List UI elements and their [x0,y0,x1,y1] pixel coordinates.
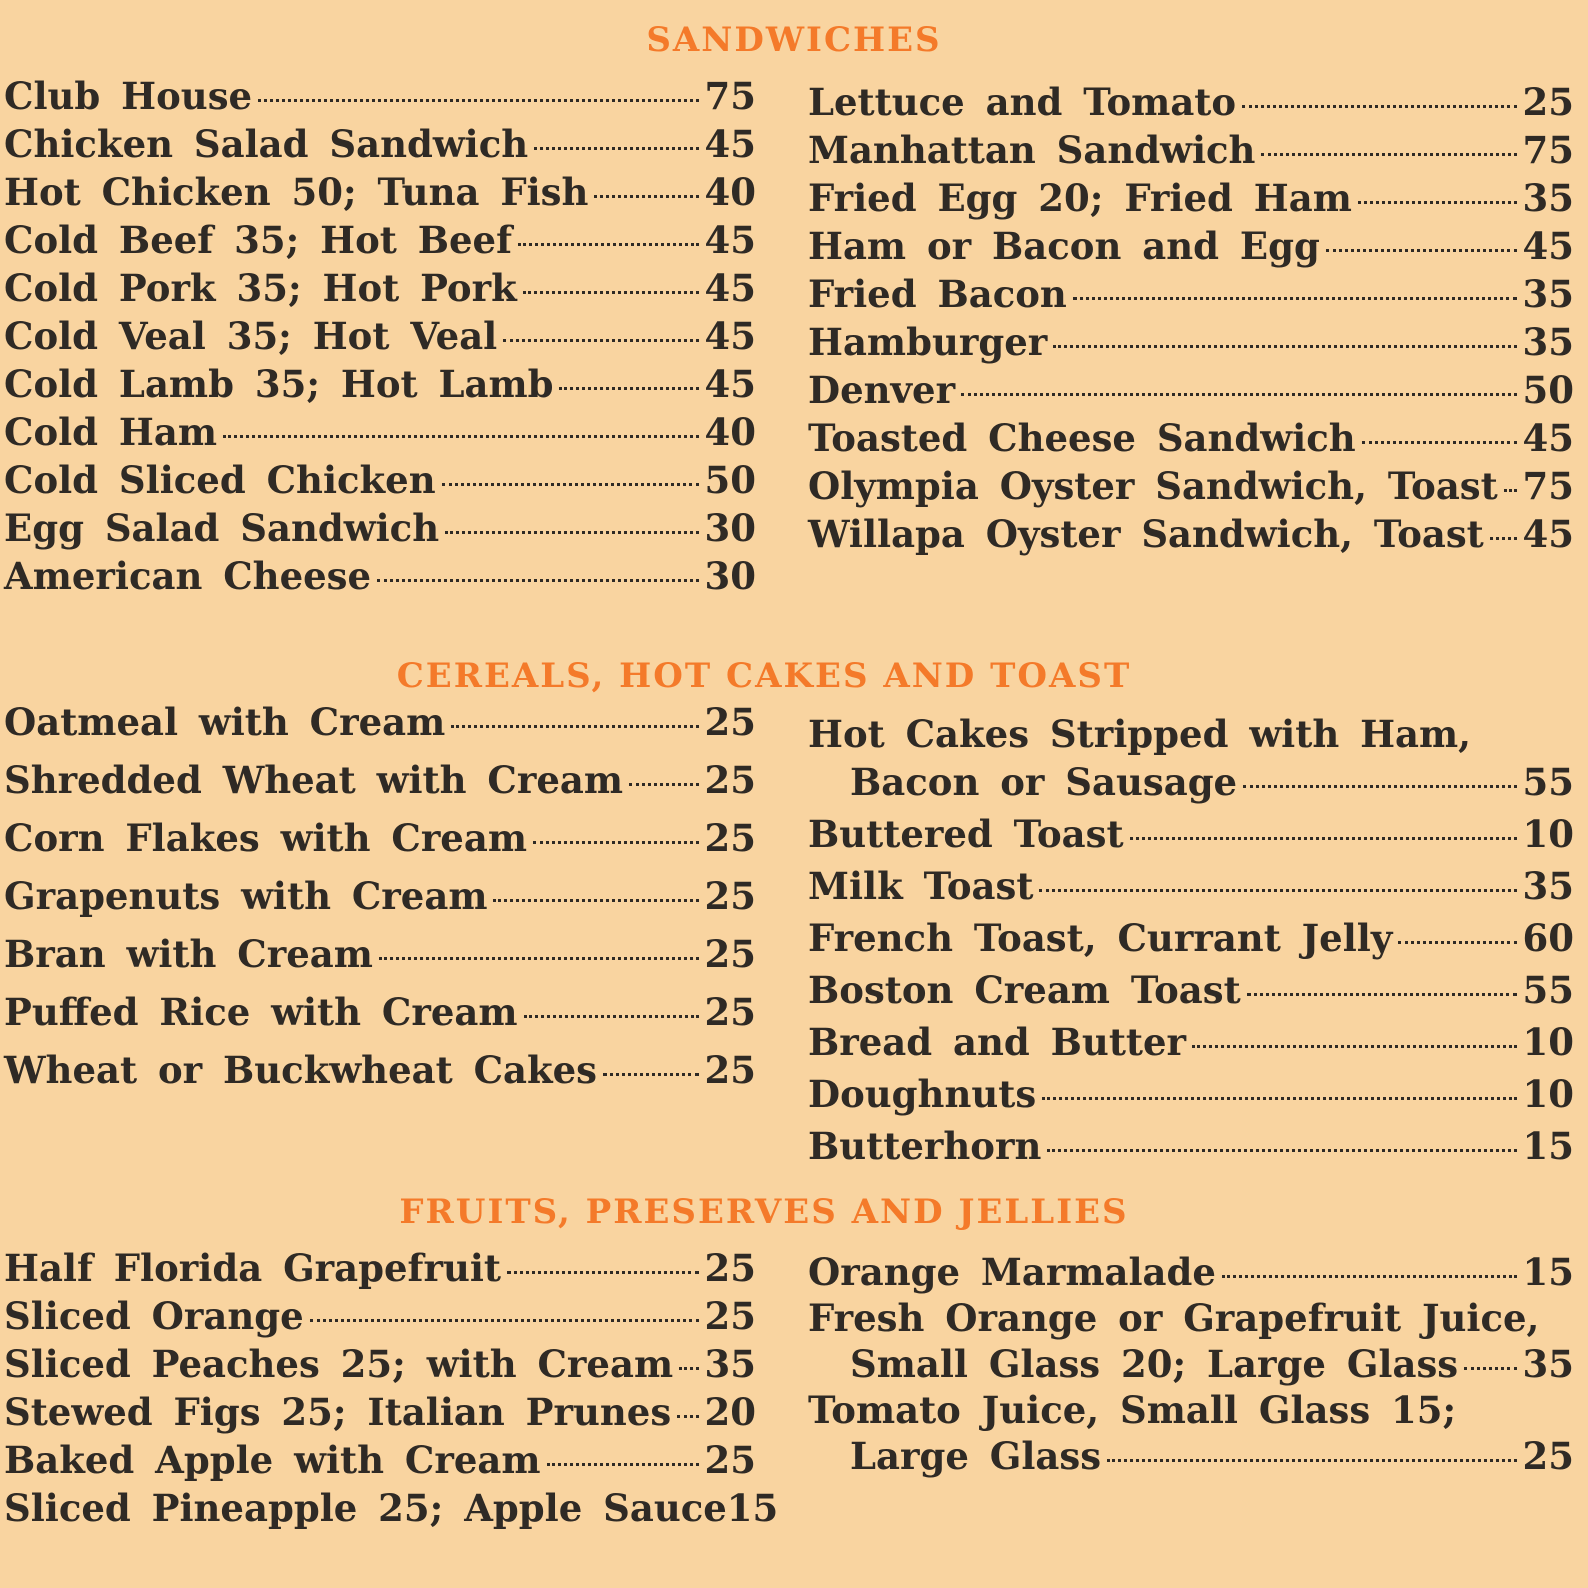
menu-item [4,693,756,751]
menu-item [4,408,756,456]
menu-item-price: 25 [704,874,756,918]
menu-item-name: Fresh Orange or Grapefruit Juice, [808,1296,1540,1340]
menu-item [4,867,756,925]
menu-item [4,925,756,983]
dot-leader [533,841,699,844]
menu-item-price: 50 [704,458,756,502]
menu-item-name: Butterhorn [808,1124,1042,1168]
dot-leader [534,147,698,150]
menu-item-price: 15 [726,1486,779,1530]
menu-item-name: Toasted Cheese Sandwich [808,416,1356,460]
menu-item [4,456,756,504]
menu-item-price: 25 [1522,1434,1574,1478]
menu-item [4,216,756,264]
dot-leader [445,531,698,534]
menu-item [4,72,756,120]
dot-leader [518,243,699,246]
dot-leader [1242,105,1516,108]
menu-item [808,964,1574,1016]
dot-leader [1130,837,1517,840]
cereals-right-column [808,712,1574,1172]
menu-item-name: Cold Sliced Chicken [4,458,436,502]
dot-leader [507,1271,699,1274]
menu-item-price: 45 [704,314,756,358]
dot-leader [1464,1367,1516,1370]
menu-item-price: 35 [1522,320,1574,364]
menu-item-name: Stewed Figs 25; Italian Prunes [4,1390,672,1434]
dot-leader [258,99,698,102]
menu-item-price: 25 [704,1294,756,1338]
menu-item-name: Cold Pork 35; Hot Pork [4,266,517,310]
menu-item [808,222,1574,270]
menu-item [808,1432,1574,1480]
dot-leader [1047,1149,1516,1152]
menu-item-name: Cold Veal 35; Hot Veal [4,314,498,358]
menu-item-name: Ham or Bacon and Egg [808,224,1320,268]
menu-item-name: Baked Apple with Cream [4,1438,541,1482]
menu-item-name: Milk Toast [808,864,1034,908]
dot-leader [594,195,698,198]
menu-item-name: Oatmeal with Cream [4,700,446,744]
menu-item [808,860,1574,912]
dot-leader [451,725,698,728]
menu-item-name: Sliced Orange [4,1294,304,1338]
menu-item [4,552,756,600]
menu-item [4,1436,756,1484]
menu-item-name: Sliced Peaches 25; with Cream [4,1342,674,1386]
menu-item-name: Willapa Oyster Sandwich, Toast [808,512,1484,556]
menu-item-name: Hamburger [808,320,1048,364]
dot-leader [961,393,1516,396]
menu-item-name: Wheat or Buckwheat Cakes [4,1048,598,1092]
menu-item-price: 35 [704,1342,756,1386]
menu-item [4,809,756,867]
menu-item [808,174,1574,222]
dot-leader [1398,941,1516,944]
menu-item [4,1292,756,1340]
menu-item [4,504,756,552]
menu-item-price: 75 [1522,128,1574,172]
menu-item-price: 30 [704,554,756,598]
menu-item [4,751,756,809]
dot-leader [493,899,698,902]
menu-item [808,1068,1574,1120]
dot-leader [679,1367,698,1370]
menu-item-price: 40 [704,170,756,214]
menu-item-price: 20 [704,1390,756,1434]
menu-item-price: 25 [1522,80,1574,124]
menu-item-price: 45 [1522,512,1574,556]
menu-item-price: 25 [704,700,756,744]
dot-leader [1243,785,1516,788]
menu-item-price: 15 [1522,1124,1574,1168]
menu-item-name: Large Glass [850,1434,1102,1478]
dot-leader [629,783,698,786]
menu-item-name: Shredded Wheat with Cream [4,758,624,802]
menu-item-name: Fried Bacon [808,272,1067,316]
menu-item-price: 35 [1522,272,1574,316]
menu-item-price: 55 [1522,760,1574,804]
dot-leader [1326,249,1517,252]
menu-item-name: Bacon or Sausage [850,760,1238,804]
menu-item-name: Boston Cream Toast [808,968,1241,1012]
menu-item-price: 40 [704,410,756,454]
menu-item-name: Bran with Cream [4,932,373,976]
menu-item-price: 35 [1522,1342,1574,1386]
menu-item-name: Buttered Toast [808,812,1124,856]
menu-item-price: 45 [1522,224,1574,268]
menu-item [808,78,1574,126]
menu-item [808,462,1574,510]
dot-leader [310,1319,699,1322]
cereals-left-column [4,693,756,1099]
menu-item [4,264,756,312]
menu-item [808,126,1574,174]
menu-item-name: Sliced Pineapple 25; Apple Sauce [4,1486,727,1530]
dot-leader [1042,1097,1516,1100]
menu-item-name: Hot Cakes Stripped with Ham, [808,712,1472,756]
menu-item-name: Small Glass 20; Large Glass [850,1342,1459,1386]
dot-leader [1358,201,1517,204]
menu-item-name: Bread and Butter [808,1020,1187,1064]
dot-leader [1039,889,1516,892]
menu-item [808,1120,1574,1172]
menu-item-name: Lettuce and Tomato [808,80,1237,124]
dot-leader [603,1073,698,1076]
menu-item-name: Egg Salad Sandwich [4,506,440,550]
sandwiches-left-column [4,72,756,600]
menu-item-name: French Toast, Currant Jelly [808,916,1393,960]
dot-leader [379,957,699,960]
menu-item-name: Fried Egg 20; Fried Ham [808,176,1352,220]
menu-item [4,1340,756,1388]
menu-item [808,510,1574,558]
menu-item [4,1484,779,1532]
menu-item-name: Manhattan Sandwich [808,128,1256,172]
menu-item [4,312,756,360]
menu-item-price: 15 [1522,1250,1574,1294]
menu-item-name: Cold Lamb 35; Hot Lamb [4,362,554,406]
dot-leader [523,291,699,294]
menu-item [4,168,756,216]
menu-item [808,1248,1574,1296]
dot-leader [1107,1459,1516,1462]
menu-item-name: Chicken Salad Sandwich [4,122,529,166]
menu-item [4,1041,756,1099]
menu-item-price: 30 [704,506,756,550]
menu-item-name: Cold Ham [4,410,218,454]
menu-item-name: Grapenuts with Cream [4,874,488,918]
menu-item-name: Denver [808,368,956,412]
menu-item-price: 60 [1522,916,1574,960]
menu-item [808,1340,1574,1388]
menu-item-name: Cold Beef 35; Hot Beef [4,218,512,262]
menu-item-price: 45 [1522,416,1574,460]
menu-item-price: 45 [704,122,756,166]
dot-leader [1504,489,1517,492]
menu-item-name: Tomato Juice, Small Glass 15; [808,1388,1457,1432]
menu-item-price: 35 [1522,176,1574,220]
menu-item-price: 75 [704,74,756,118]
dot-leader [1362,441,1517,444]
menu-item-price: 25 [704,932,756,976]
fruits-left-column [4,1244,779,1532]
menu-item [4,983,756,1041]
dot-leader [1490,537,1517,540]
dot-leader [1053,345,1516,348]
menu-item [4,1244,756,1292]
menu-item [808,756,1574,808]
menu-item-price: 10 [1522,1072,1574,1116]
menu-item [808,1016,1574,1068]
menu-item-name: Corn Flakes with Cream [4,816,527,860]
menu-item-name: Doughnuts [808,1072,1037,1116]
dot-leader [547,1463,699,1466]
menu-item-price: 35 [1522,864,1574,908]
dot-leader [442,483,699,486]
cereals-right-list [808,756,1574,1172]
menu-item [808,808,1574,860]
menu-item [808,270,1574,318]
menu-item-price: 25 [704,990,756,1034]
dot-leader [524,1015,699,1018]
menu-item-name: Puffed Rice with Cream [4,990,518,1034]
menu-item-price: 45 [704,266,756,310]
menu-item-price: 10 [1522,1020,1574,1064]
menu-item-price: 25 [704,816,756,860]
dot-leader [1247,993,1517,996]
dot-leader [1073,297,1517,300]
menu-item-name: Half Florida Grapefruit [4,1246,501,1290]
menu-item [808,912,1574,964]
menu-item [4,360,756,408]
menu-item [4,1388,756,1436]
menu-item [808,414,1574,462]
fruits-right-column [808,1248,1574,1480]
menu-item-name: American Cheese [4,554,372,598]
menu-item-price: 75 [1522,464,1574,508]
dot-leader [377,579,698,582]
menu-item-name: Club House [4,74,253,118]
menu-item-price: 25 [704,1438,756,1482]
menu-item-name: Hot Chicken 50; Tuna Fish [4,170,589,214]
menu-item [808,318,1574,366]
dot-leader [559,387,698,390]
menu-item-price: 10 [1522,812,1574,856]
menu-item-price: 25 [704,758,756,802]
menu-item-price: 25 [704,1048,756,1092]
dot-leader [677,1415,698,1418]
sandwiches-right-column [808,78,1574,558]
dot-leader [1261,153,1516,156]
menu-item-price: 45 [704,362,756,406]
menu-item [4,120,756,168]
section-heading-fruits: FRUITS, PRESERVES AND JELLIES [399,1192,1129,1232]
menu-item-price: 45 [704,218,756,262]
menu-item-price: 55 [1522,968,1574,1012]
menu-item-name: Olympia Oyster Sandwich, Toast [808,464,1498,508]
menu-item [808,366,1574,414]
menu-item-name: Orange Marmalade [808,1250,1216,1294]
dot-leader [1192,1045,1516,1048]
dot-leader [503,339,698,342]
dot-leader [1222,1275,1517,1278]
menu-item-price: 25 [704,1246,756,1290]
section-heading-cereals: CEREALS, HOT CAKES AND TOAST [396,656,1132,696]
section-heading-sandwiches: SANDWICHES [646,20,942,60]
dot-leader [223,435,698,438]
menu-item-price: 50 [1522,368,1574,412]
